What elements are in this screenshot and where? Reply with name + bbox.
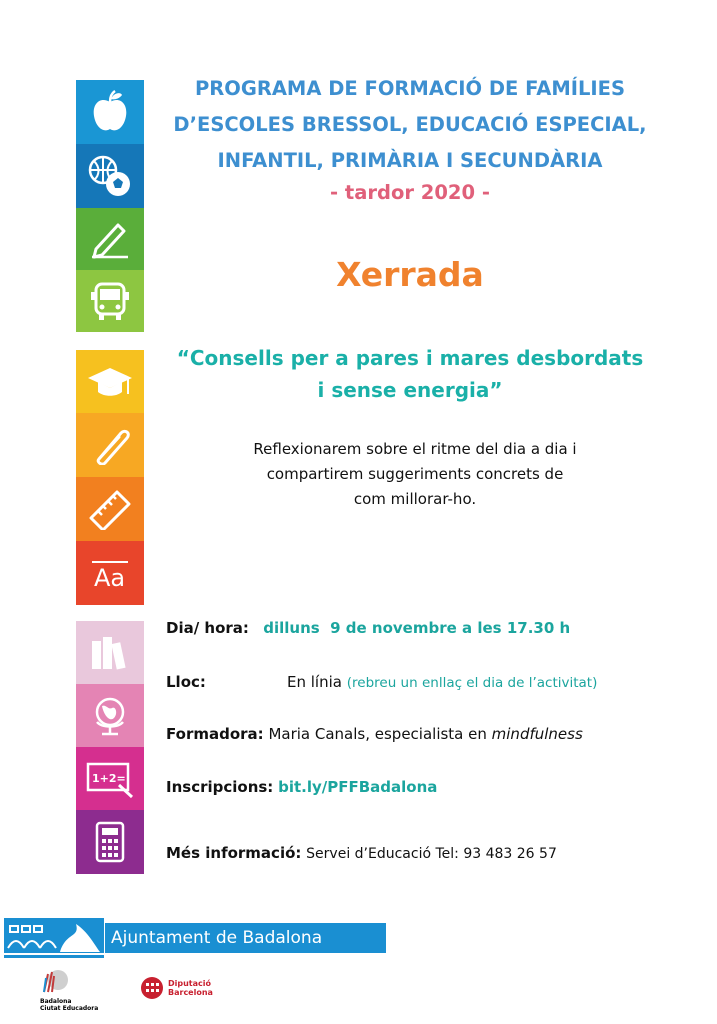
school-bus-icon [90,280,130,322]
bus-tile [76,270,144,332]
ciutat-educadora-line-1: Badalona [40,998,72,1005]
svg-text:Aa: Aa [94,564,126,592]
place-label: Lloc: [166,673,206,691]
globe-tile [76,684,144,747]
program-title [150,71,670,179]
letters-tile [76,541,144,605]
graduation-tile [76,350,144,413]
trainer-label: Formadora: [166,725,264,743]
talk-title-line-2: i sense energia” [317,378,503,402]
date-label: Dia/ hora: [166,619,249,637]
diputacio-seal-icon [140,976,164,1000]
place-note: (rebreu un enllaç el dia de l’activitat) [346,675,598,691]
place-value-row [287,673,597,691]
diputacio-barcelona-logo [140,976,213,1000]
description-line-2: compartirem suggeriments concrets de [266,465,564,483]
letters-aa-icon [88,554,132,592]
math-tile [76,747,144,810]
sports-balls-icon [86,153,134,199]
more-info-row [166,844,557,862]
program-title-line-1: PROGRAMA DE FORMACIÓ DE FAMÍLIES [194,77,626,100]
ruler-icon [87,488,133,530]
math-board-icon [85,759,135,799]
pencil-tile [76,208,144,270]
talk-title-line-1: “Consells per a pares i mares desbordats [176,346,644,370]
svg-text:1+2=: 1+2= [92,771,126,785]
apple-icon [90,90,130,134]
program-title-line-3: INFANTIL, PRIMÀRIA I SECUNDÀRIA [217,149,603,172]
banner-ajuntament: Ajuntament de Badalona [105,923,386,953]
more-info-value: Servei d’Educació Tel: 93 483 26 57 [306,846,557,862]
trainer-specialty: mindfulness [491,725,583,743]
date-row [166,619,570,637]
pencil-icon [88,219,132,259]
calculator-icon [93,820,127,864]
trainer-value: Maria Canals, especialista en [268,725,487,743]
calculator-tile [76,810,144,874]
more-info-label: Més informació: [166,844,302,862]
paperclip-tile [76,413,144,477]
description-line-3: com millorar-ho. [353,490,477,508]
globe-icon [90,694,130,738]
place-row [166,673,206,691]
registration-link[interactable]: bit.ly/PFFBadalona [278,778,438,796]
diputacio-line-2: Barcelona [168,988,213,997]
talk-description [185,437,645,512]
books-tile [76,621,144,684]
graduation-cap-icon [86,364,134,400]
description-line-1: Reflexionarem sobre el ritme del dia a dia i [253,440,577,458]
badalona-emblem [4,918,104,958]
ciutat-educadora-icon [40,968,70,994]
season-label: - tardor 2020 - [330,181,490,204]
ciutat-educadora-line-2: Ciutat Educadora [40,1005,99,1012]
place-value: En línia [287,673,342,691]
books-icon [88,633,132,673]
paperclip-icon [87,425,133,465]
registration-label: Inscripcions: [166,778,274,796]
registration-row [166,778,437,796]
apple-tile [76,80,144,144]
badalona-ciutat-educadora-logo [40,968,100,1012]
talk-title [150,342,670,406]
event-type: Xerrada [336,255,484,294]
ruler-tile [76,477,144,541]
trainer-row [166,725,583,743]
date-value: dilluns 9 de novembre a les 17.30 h [263,619,571,637]
sports-tile [76,144,144,208]
program-title-line-2: D’ESCOLES BRESSOL, EDUCACIÓ ESPECIAL, [173,113,647,136]
diputacio-line-1: Diputació [168,979,212,988]
